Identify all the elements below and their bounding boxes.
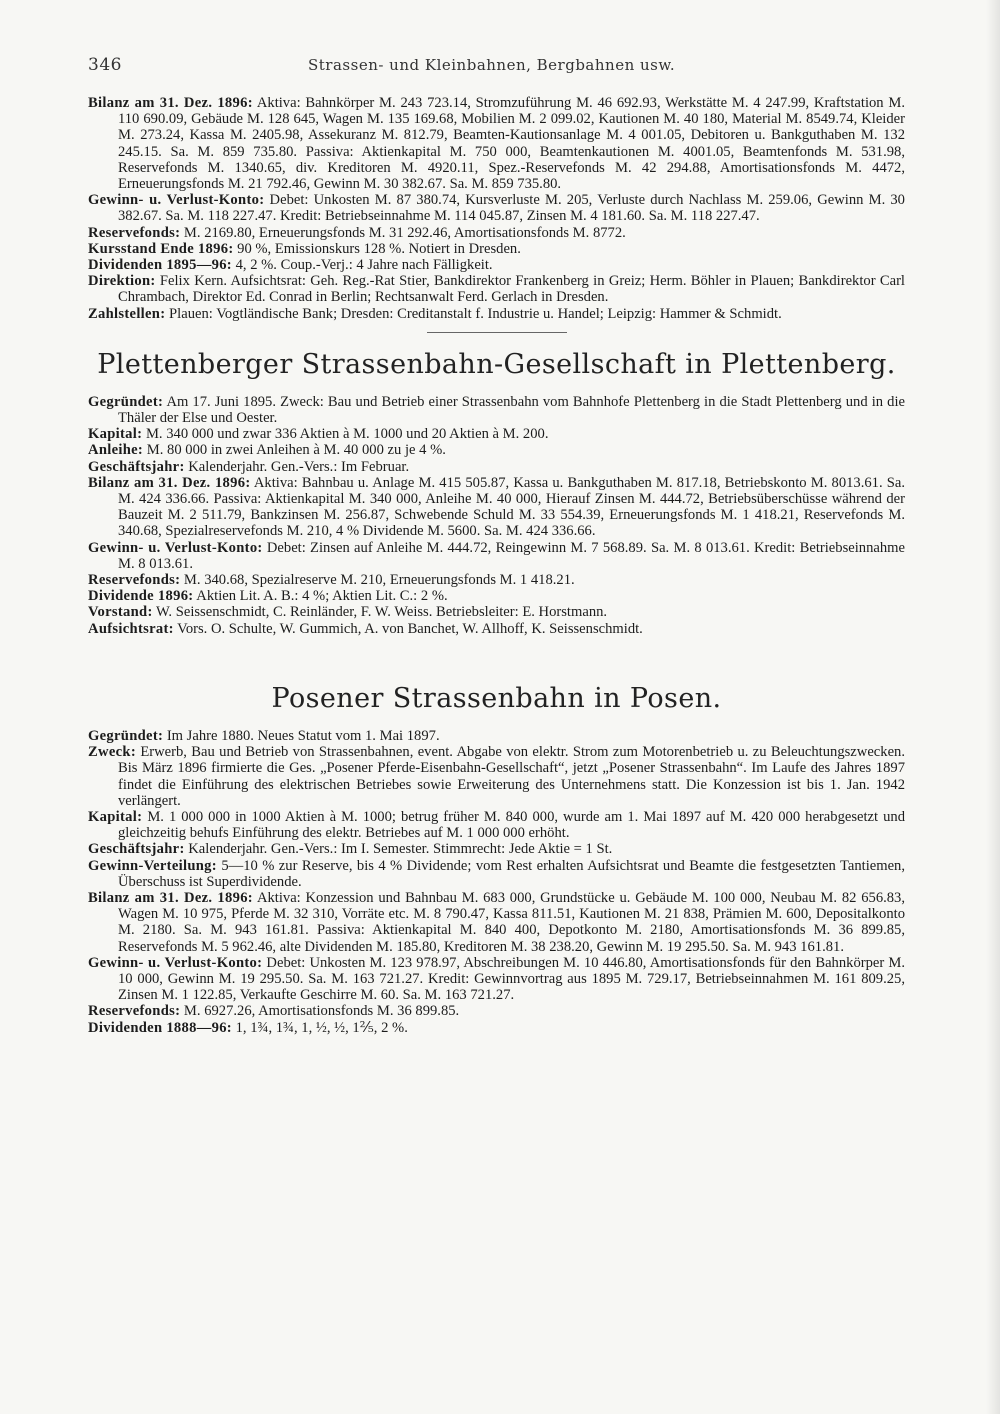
entry: Gewinn- u. Verlust-Konto: Debet: Zinsen auf Anleihe M. 444.72, Reingewinn M. 7 568.89. Sa. M. 8 013.61. Kredit: Betriebseinnahme M. 8 013.61. xyxy=(88,539,905,572)
company-title-plettenberg: Plettenberger Strassenbahn-Gesellschaft in Plettenberg. xyxy=(97,348,896,380)
entry: Zahlstellen: Plauen: Vogtländische Bank; Dresden: Creditanstalt f. Industrie u. Handel; Leipzig: Hammer & Schmidt. xyxy=(88,305,782,322)
entry: Kursstand Ende 1896: 90 %, Emissionskurs 128 %. Notiert in Dresden. xyxy=(88,240,521,257)
entry: Bilanz am 31. Dez. 1896: Aktiva: Bahnkörper M. 243 723.14, Stromzuführung M. 46 692.93, Werkstätte M. 4 247.99, Kraftstation M. 110 690.09, Gebäude M. 128 645, Wagen M. 135 169.68, Mobilien M. 2 099.02, Kautionen M. 40 180, Material M. 8549.74, Kleider M. 273.24, Kassa M. 2405.98, Assekuranz M. 812.79, Beamten-Kautionsanlage M. 4 001.05, Debitoren u. Bankguthaben M. 132 245.15. Sa. M. 859 735.80. Passiva: Aktienkapital M. 750 000, Beamtenkautionen M. 4001.05, Beamtenfonds M. 531.98, Reservefonds M. 1340.65, div. Kreditoren M. 4920.11, Spez.-Reservefonds M. 42 294.88, Amortisationsfonds M. 4472, Erneuerungsfonds M. 21 792.46, Gewinn M. 30 382.67. Sa. M. 859 735.80. xyxy=(88,95,905,193)
page-number: 346 xyxy=(88,55,122,75)
running-title: Strassen- und Kleinbahnen, Bergbahnen usw. xyxy=(308,56,676,74)
running-head xyxy=(88,55,905,95)
plettenberg-section xyxy=(88,394,905,637)
previous-company-section xyxy=(88,95,905,322)
entry: Dividenden 1888—96: 1, 1¾, 1¾, 1, ½, ½, 1⅖, 2 %. xyxy=(88,1019,408,1036)
entry: Reservefonds: M. 340.68, Spezialreserve M. 210, Erneuerungsfonds M. 1 418.21. xyxy=(88,572,575,589)
entry: Gegründet: Am 17. Juni 1895. Zweck: Bau und Betrieb einer Strassenbahn vom Bahnhofe Plettenberg in die Stadt Plettenberg und in die Thäler der Else und Oester. xyxy=(88,393,905,427)
entry: Zweck: Erwerb, Bau und Betrieb von Strassenbahnen, event. Abgabe von elektr. Strom zum Motorenbetrieb u. zu Beleuchtungszwecken. Bis März 1896 firmierte die Ges. „Posener Pferde-Eisenbahn-Gesellschaft“, jetzt „Posener Strassenbahn“. Im Laufe des Jahres 1897 findet die Einführung des elektrischen Betriebes sowie Erweiterung des Unternehmens statt. Die Konzession ist bis 1. Jan. 1942 verlängert. xyxy=(88,744,905,809)
entry: Gewinn- u. Verlust-Konto: Debet: Unkosten M. 87 380.74, Kursverluste M. 205, Verluste durch Nachlass M. 259.06, Gewinn M. 30 382.67. Sa. M. 118 227.47. Kredit: Betriebseinnahme M. 114 045.87, Zinsen M. 4 181.60. Sa. M. 118 227.47. xyxy=(88,192,905,225)
entry: Kapital: M. 1 000 000 in 1000 Aktien à M. 1000; betrug früher M. 840 000, wurde am 1. Mai 1897 auf M. 420 000 herabgesetzt und gleichzeitig behufs Einführung des elektr. Betriebes auf M. 1 000 000 erhöht. xyxy=(88,808,905,842)
entry: Reservefonds: M. 6927.26, Amortisationsfonds M. 36 899.85. xyxy=(88,1003,460,1020)
entry: Geschäftsjahr: Kalenderjahr. Gen.-Vers.: Im Februar. xyxy=(88,458,410,475)
page-edge-shadow xyxy=(986,0,1000,1414)
entry: Dividenden 1895—96: 4, 2 %. Coup.-Verj.: 4 Jahre nach Fälligkeit. xyxy=(88,257,493,274)
entry: Kapital: M. 340 000 und zwar 336 Aktien à M. 1000 und 20 Aktien à M. 200. xyxy=(88,426,549,443)
entry: Gegründet: Im Jahre 1880. Neues Statut vom 1. Mai 1897. xyxy=(88,727,440,744)
entry: Bilanz am 31. Dez. 1896: Aktiva: Bahnbau u. Anlage M. 415 505.87, Kassa u. Bankguthaben M. 817.18, Betriebskonto M. 8013.61. Sa. M. 424 336.66. Passiva: Aktienkapital M. 340 000, Anleihe M. 40 000, Hierauf Zinsen M. 444.72, Betriebsüberschüsse während der Bauzeit M. 2 511.79, Bankzinsen M. 256.87, Schwebende Schuld M. 33 554.39, Erneuerungsfonds M. 1 418.21, Reservefonds M. 340.68, Spezialreservefonds M. 210, 4 % Dividende M. 5600. Sa. M. 424 336.66. xyxy=(88,474,906,540)
entry: Anleihe: M. 80 000 in zwei Anleihen à M. 40 000 zu je 4 %. xyxy=(88,442,446,459)
section-divider xyxy=(427,332,567,333)
entry: Bilanz am 31. Dez. 1896: Aktiva: Konzession und Bahnbau M. 683 000, Grundstücke u. Gebäude M. 100 000, Neubau M. 82 656.83, Wagen M. 10 975, Pferde M. 32 310, Vorräte etc. M. 8 790.47, Kassa 811.51, Kautionen M. 21 838, Prämien M. 600, Depositalkonto M. 2180. Sa. M. 943 161.81. Passiva: Aktienkapital M. 840 400, Depotkonto M. 2180, Amortisationsfonds M. 36 899.85, Reservefonds M. 5 962.46, alte Dividenden M. 185.80, Kreditoren M. 38 238.20, Gewinn M. 19 295.50. Sa. M. 943 161.81. xyxy=(88,889,906,955)
posen-section xyxy=(88,728,905,1036)
entry: Dividende 1896: Aktien Lit. A. B.: 4 %; Aktien Lit. C.: 2 %. xyxy=(88,588,448,605)
entry: Geschäftsjahr: Kalenderjahr. Gen.-Vers.: Im I. Semester. Stimmrecht: Jede Aktie = 1 St. xyxy=(88,841,613,858)
entry: Gewinn- u. Verlust-Konto: Debet: Unkosten M. 123 978.97, Abschreibungen M. 10 446.80, Amortisationsfonds für den Bahnkörper M. 10 000, Gewinn M. 19 295.50. Sa. M. 163 721.27. Kredit: Gewinnvortrag aus 1895 M. 729.17, Betriebseinnahmen M. 161 809.25, Zinsen M. 1 122.85, Verkaufte Geschirre M. 60. Sa. M. 163 721.27. xyxy=(88,954,905,1004)
entry: Aufsichtsrat: Vors. O. Schulte, W. Gummich, A. von Banchet, W. Allhoff, K. Seissenschmidt. xyxy=(88,620,643,637)
entry: Reservefonds: M. 2169.80, Erneuerungsfonds M. 31 292.46, Amortisationsfonds M. 8772. xyxy=(88,224,626,241)
company-title-posen: Posener Strassenbahn in Posen. xyxy=(271,682,722,714)
entry: Gewinn-Verteilung: 5—10 % zur Reserve, bis 4 % Dividende; vom Rest erhalten Aufsichtsrat und Beamte die festgesetzten Tantiemen, Überschuss ist Superdividende. xyxy=(88,857,905,890)
entry: Vorstand: W. Seissenschmidt, C. Reinländer, F. W. Weiss. Betriebsleiter: E. Horstmann. xyxy=(88,604,608,621)
entry: Direktion: Felix Kern. Aufsichtsrat: Geh. Reg.-Rat Stier, Bankdirektor Frankenberg in Greiz; Herm. Böhler in Plauen; Bankdirektor Carl Chrambach, Direktor Ed. Conrad in Berlin; Rechtsanwalt Ferd. Gerlach in Dresden. xyxy=(88,273,905,306)
